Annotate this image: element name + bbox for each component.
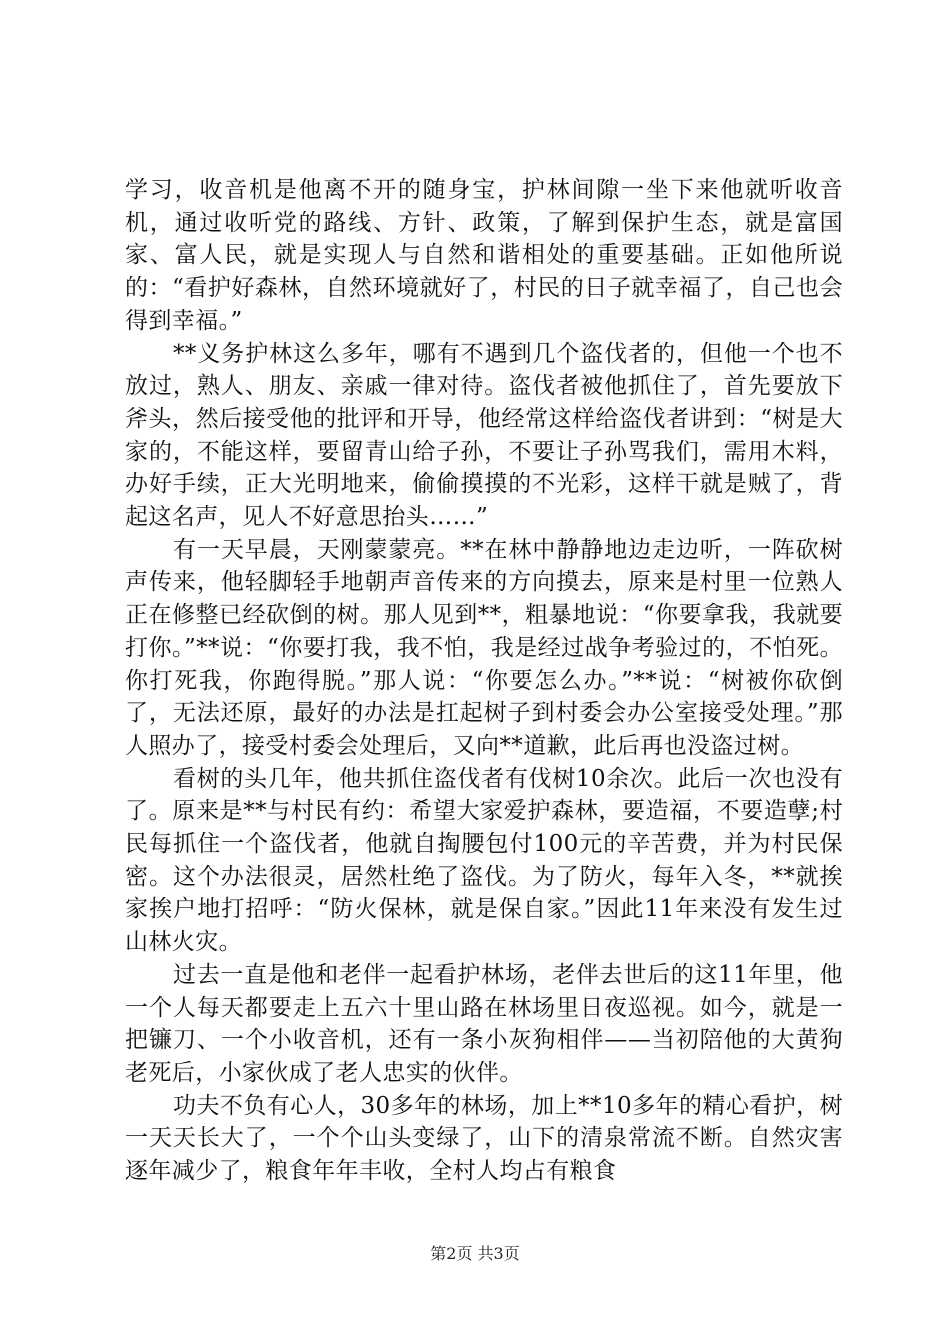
paragraph: 看树的头几年，他共抓住盗伐者有伐树10余次。此后一次也没有了。原来是**与村民有约：希望大家爱护森林，要造福，不要造孽;村民每抓住一个盗伐者，他就自掏腰包付100元的辛苦费，并为村民保密。这个办法很灵，居然杜绝了盗伐。为了防火，每年入冬，**就挨家挨户地打招呼：“防火保林，就是保自家。”因此11年来没有发生过山林火灾。 — [125, 765, 843, 956]
page-number-footer: 第2页 共3页 — [430, 1244, 520, 1263]
paragraph: 过去一直是他和老伴一起看护林场，老伴去世后的这11年里，他一个人每天都要走上五六十里山路在林场里日夜巡视。如今，就是一把镰刀、一个小收音机，还有一条小灰狗相伴——当初陪他的大黄狗老死后，小家伙成了老人忠实的伙伴。 — [125, 961, 843, 1086]
document-body — [125, 174, 843, 1188]
paragraph: 有一天早晨，天刚蒙蒙亮。**在林中静静地边走边听，一阵砍树声传来，他轻脚轻手地朝声音传来的方向摸去，原来是村里一位熟人正在修整已经砍倒的树。那人见到**，粗暴地说：“你要拿我，我就要打你。”**说：“你要打我，我不怕，我是经过战争考验过的，不怕死。你打死我，你跑得脱。”那人说：“你要怎么办。”**说：“树被你砍倒了，无法还原，最好的办法是扛起树子到村委会办公室接受处理。”那人照办了，接受村委会处理后，又向**道歉，此后再也没盗过树。 — [125, 536, 843, 759]
paragraph: **义务护林这么多年，哪有不遇到几个盗伐者的，但他一个也不放过，熟人、朋友、亲戚一律对待。盗伐者被他抓住了，首先要放下斧头，然后接受他的批评和开导，他经常这样给盗伐者讲到：“树是大家的，不能这样，要留青山给子孙，不要让子孙骂我们，需用木料，办好手续，正大光明地来，偷偷摸摸的不光彩，这样干就是贼了，背起这名声，见人不好意思抬头……” — [125, 340, 843, 531]
paragraph: 学习，收音机是他离不开的随身宝，护林间隙一坐下来他就听收音机，通过收听党的路线、方针、政策，了解到保护生态，就是富国家、富人民，就是实现人与自然和谐相处的重要基础。正如他所说的：“看护好森林，自然环境就好了，村民的日子就幸福了，自己也会得到幸福。” — [125, 177, 843, 334]
paragraph: 功夫不负有心人，30多年的林场，加上**10多年的精心看护，树一天天长大了，一个个山头变绿了，山下的清泉常流不断。自然灾害逐年减少了，粮食年年丰收，全村人均占有粮食 — [125, 1092, 843, 1185]
